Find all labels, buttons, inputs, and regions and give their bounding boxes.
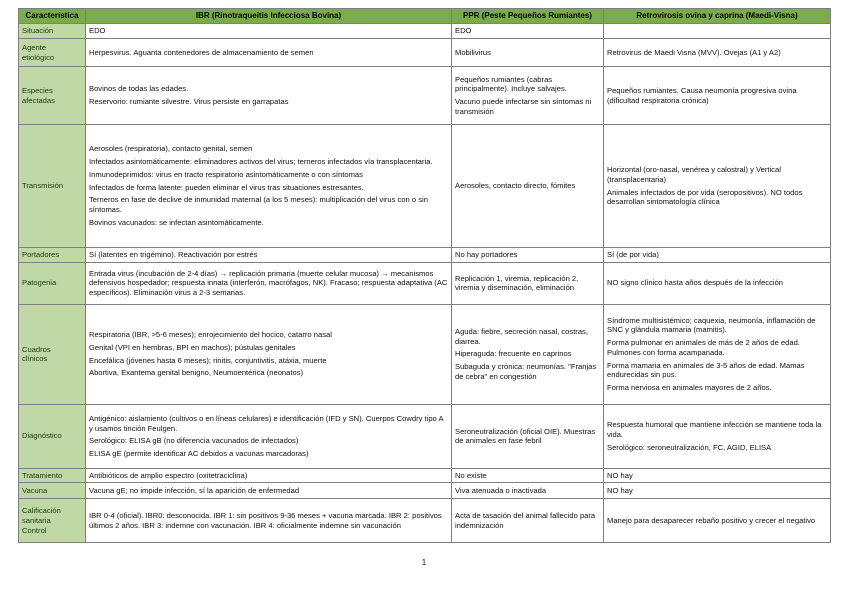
row-label-line: etiológico bbox=[22, 52, 55, 62]
cell-paragraph: Viva atenuada o inactivada bbox=[455, 486, 547, 496]
cell-paragraph: Retrovirus de Maedi Visna (MVV). Ovejas (A1 y A2) bbox=[607, 47, 781, 57]
row-label-line: Patogenia bbox=[22, 278, 57, 288]
row-label bbox=[19, 468, 86, 483]
cell-paragraph: Forma mamaria en animales de 3-5 años de edad. Mamas endurecidas sin pus. bbox=[607, 360, 805, 380]
cell-paragraph: Genital (VPI en hembras, BPI en machos); pústulas genitales bbox=[89, 343, 296, 352]
row-label-line: clínicos bbox=[22, 354, 48, 364]
row-label bbox=[19, 248, 86, 263]
cell-paragraph: Herpesvirus. Aguanta contenedores de almacenamiento de semen bbox=[89, 47, 314, 57]
cell-paragraph: Bovinos de todas las edades. bbox=[89, 84, 189, 94]
row-situacion bbox=[19, 24, 831, 39]
mv-cell bbox=[604, 125, 831, 248]
ibr-cell bbox=[86, 67, 452, 125]
cell-paragraph: Serológico: seroneutralización, FC, AGID, ELISA bbox=[607, 442, 772, 452]
cell-paragraph: Aerosoles (respiratoria), contacto genital, semen bbox=[89, 144, 253, 154]
cell-paragraph: NO hay bbox=[607, 470, 633, 480]
ppr-cell bbox=[452, 24, 604, 39]
ibr-cell bbox=[86, 39, 452, 67]
ibr-cell bbox=[86, 468, 452, 483]
mv-cell bbox=[604, 24, 831, 39]
row-label-line: Diagnóstico bbox=[22, 431, 62, 441]
mv-cell bbox=[604, 67, 831, 125]
ppr-cell bbox=[452, 404, 604, 468]
ppr-cell bbox=[452, 304, 604, 404]
mv-cell bbox=[604, 262, 831, 304]
row-label-line: Tratamiento bbox=[22, 470, 63, 480]
ppr-cell bbox=[452, 125, 604, 248]
row-label bbox=[19, 499, 86, 543]
row-patogenia bbox=[19, 262, 831, 304]
mv-cell bbox=[604, 404, 831, 468]
mv-cell bbox=[604, 304, 831, 404]
ppr-cell bbox=[452, 248, 604, 263]
cell-paragraph: EDO bbox=[89, 26, 106, 36]
ppr-cell bbox=[452, 483, 604, 499]
cell-paragraph: Antibióticos de amplio espectro (oxitetraciclina) bbox=[89, 470, 248, 480]
row-label-line: sanitaria bbox=[22, 516, 51, 526]
cell-paragraph: Sí (de por vida) bbox=[607, 250, 659, 259]
row-portadores bbox=[19, 248, 831, 263]
ibr-cell bbox=[86, 248, 452, 263]
cell-paragraph: NO hay bbox=[607, 486, 633, 496]
row-tratamiento bbox=[19, 468, 831, 483]
mv-cell bbox=[604, 468, 831, 483]
row-label-line: Cuadros bbox=[22, 344, 51, 354]
mv-cell bbox=[604, 39, 831, 67]
cell-paragraph: Síndrome multisistémico; caquexia, neumonía, inflamación de SNC y glándula mamaria (mamitis). bbox=[607, 315, 816, 335]
ibr-cell bbox=[86, 125, 452, 248]
cell-paragraph: Mobilivirus bbox=[455, 47, 491, 57]
header-row bbox=[19, 9, 831, 24]
row-label-line: afectadas bbox=[22, 95, 55, 105]
mv-cell bbox=[604, 483, 831, 499]
cell-paragraph: Pequeños rumiantes (cabras principalmente). Incluye salvajes. bbox=[455, 74, 567, 94]
ppr-cell bbox=[452, 262, 604, 304]
cell-paragraph: EDO bbox=[455, 26, 472, 36]
row-label-line: Especies bbox=[22, 85, 53, 95]
ibr-cell bbox=[86, 404, 452, 468]
row-label-line: Agente bbox=[22, 42, 47, 52]
cell-paragraph: Animales infectados de por vida (seropositivos). NO todos desarrollan sintomatología clínica bbox=[607, 187, 803, 207]
cell-paragraph: Replicación 1, viremia, replicación 2, viremia y diseminación, eliminación bbox=[455, 273, 579, 293]
cell-paragraph: Entrada virus (incubación de 2-4 días) → replicación primaria (muerte celular mucosa) → mecanismos defensivos hospedador; respuesta innata (interferón, macrófagos, NK). Fracaso; respuesta adaptativa (AC específicos). Eliminación virus a 2-3 semanas. bbox=[89, 268, 448, 298]
row-label-line: Calificación bbox=[22, 506, 61, 516]
cell-paragraph: Reservorio: rumiante silvestre. Virus persiste en garrapatas bbox=[89, 97, 289, 106]
row-vacuna bbox=[19, 483, 831, 499]
comparison-table bbox=[18, 8, 831, 543]
row-label bbox=[19, 304, 86, 404]
row-label-line: Situación bbox=[22, 26, 54, 36]
ppr-cell bbox=[452, 499, 604, 543]
row-label bbox=[19, 483, 86, 499]
cell-paragraph: Encefálica (jóvenes hasta 6 meses); rinitis, conjuntivitis, atáxia, muerte bbox=[89, 355, 327, 365]
row-label bbox=[19, 67, 86, 125]
cell-paragraph: Antigénico: aislamiento (cultivos o en líneas celulares) e identificación (IFD y SN). Cuerpos Cowdry tipo A y usamos tinción Feulgen. bbox=[89, 413, 444, 433]
ibr-cell bbox=[86, 262, 452, 304]
cell-paragraph: Acta de tasación del animal fallecido para indemnización bbox=[455, 511, 596, 530]
cell-paragraph: Subaguda y crónica: neumonías. "Franjas de cebra" en congestión bbox=[455, 362, 597, 381]
cell-paragraph: Respuesta humoral que mantiene infección se mantiene toda la vida. bbox=[607, 420, 822, 439]
row-label bbox=[19, 125, 86, 248]
row-label bbox=[19, 24, 86, 39]
cell-paragraph: Aguda: fiebre, secreción nasal, costras, diarrea. bbox=[455, 326, 588, 346]
header-ppr: PPR (Peste Pequeños Rumiantes) bbox=[452, 9, 604, 24]
cell-paragraph: Vacuna gE; no impide infección, sí la aparición de enfermedad bbox=[89, 486, 300, 496]
cell-paragraph: Sí (latentes en trigémino). Reactivación por estrés bbox=[89, 250, 258, 259]
ibr-cell bbox=[86, 483, 452, 499]
row-label bbox=[19, 39, 86, 67]
cell-paragraph: Horizontal (oro-nasal, venérea y calostral) y Vertical (transplacentaria) bbox=[607, 165, 781, 184]
cell-paragraph: Manejo para desaparecer rebaño positivo y crecer el negativo bbox=[607, 516, 816, 526]
header-maedi-visna: Retrovirosis ovina y caprina (Maedi-Visna) bbox=[604, 9, 831, 24]
row-cuadros bbox=[19, 304, 831, 404]
cell-paragraph: Vacuno puede infectarse sin síntomas ni transmisión bbox=[455, 97, 592, 116]
header-ibr: IBR (Rinotraqueitis Infecciosa Bovina) bbox=[86, 9, 452, 24]
row-agente bbox=[19, 39, 831, 67]
row-transmision bbox=[19, 125, 831, 248]
cell-paragraph: Serológico: ELISA gB (no diferencia vacunados de infectados) bbox=[89, 436, 299, 446]
cell-paragraph: IBR 0-4 (oficial). IBR0: desconocida. IBR 1: sin positivos 9-36 meses + vacuna marcada. IBR 2: positivos últimos 2 años. IBR 3: indemne con vacunación. IBR 4: oficialmente indemne sin vacunación bbox=[89, 511, 442, 530]
cell-paragraph: Forma nerviosa en animales mayores de 2 años. bbox=[607, 383, 772, 393]
mv-cell bbox=[604, 499, 831, 543]
cell-paragraph: Hiperaguda: frecuente en caprinos bbox=[455, 349, 572, 359]
cell-paragraph: No hay portadores bbox=[455, 250, 518, 259]
row-label bbox=[19, 262, 86, 304]
ppr-cell bbox=[452, 67, 604, 125]
cell-paragraph: Aerosoles, contacto directo, fómites bbox=[455, 181, 576, 191]
mv-cell bbox=[604, 248, 831, 263]
cell-paragraph: Infectados de forma latente: pueden eliminar el virus tras situaciones estresantes. bbox=[89, 182, 364, 192]
cell-paragraph: Seroneutralización (oficial OIE). Muestras de animales en fase febril bbox=[455, 426, 596, 446]
row-label bbox=[19, 404, 86, 468]
header-caracteristica: Característica bbox=[19, 9, 86, 24]
cell-paragraph: NO signo clínico hasta años después de la infección bbox=[607, 278, 784, 288]
row-calificacion bbox=[19, 499, 831, 543]
row-label-line: Vacuna bbox=[22, 486, 48, 496]
cell-paragraph: Terneros en fase de declive de inmunidad maternal (a los 5 meses): multiplicación del virus con o sin síntomas. bbox=[89, 195, 428, 215]
cell-paragraph: Inmunodeprimidos: virus en tracto respiratorio asintomáticamente o con síntomas bbox=[89, 169, 363, 179]
cell-paragraph: Bovinos vacunados: se infectan asintomáticamente. bbox=[89, 217, 264, 227]
row-label-line: Portadores bbox=[22, 250, 60, 259]
cell-paragraph: Respiratoria (IBR, >5-6 meses); enrojecimiento del hocico, catarro nasal bbox=[89, 330, 332, 340]
row-especies bbox=[19, 67, 831, 125]
ibr-cell bbox=[86, 304, 452, 404]
ibr-cell bbox=[86, 499, 452, 543]
cell-paragraph: ELISA gE (permite identificar AC debidos a vacunas marcadoras) bbox=[89, 448, 309, 458]
ppr-cell bbox=[452, 39, 604, 67]
row-label-line: Control bbox=[22, 525, 47, 535]
row-diagnostico bbox=[19, 404, 831, 468]
ppr-cell bbox=[452, 468, 604, 483]
cell-paragraph: Forma pulmonar en animales de más de 2 años de edad. Pulmones con forma acampanada. bbox=[607, 338, 800, 357]
page-number: 1 bbox=[421, 558, 427, 567]
cell-paragraph: No existe bbox=[455, 470, 487, 480]
cell-paragraph: Abortiva, Exantema genital benigno, Neumoentérica (neonatos) bbox=[89, 368, 304, 378]
ibr-cell bbox=[86, 24, 452, 39]
cell-paragraph: Infectados asintomáticamente: eliminadores activos del virus; terneros infectados vía transplacentaria. bbox=[89, 157, 433, 167]
row-label-line: Transmisión bbox=[22, 181, 64, 191]
cell-paragraph: Pequeños rumiantes. Causa neumonía progresiva ovina (dificultad respiratoria crónica) bbox=[607, 85, 797, 105]
